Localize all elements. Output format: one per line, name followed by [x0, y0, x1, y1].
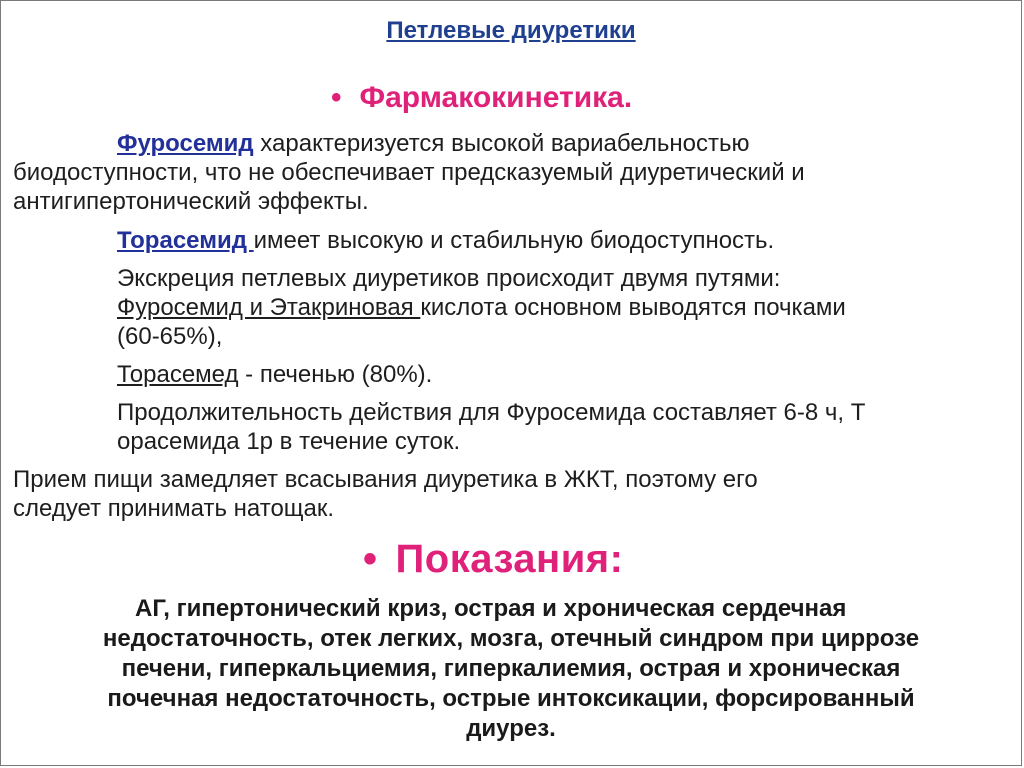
- torasemed-underlined: Торасемед: [117, 361, 239, 388]
- excretion-line-2: [117, 293, 846, 322]
- furosemide-line-1: [117, 129, 749, 158]
- excretion-line-1: Экскреция петлевых диуретиков происходит двумя путями:: [117, 265, 781, 292]
- torasemide-line-text: имеет высокую и стабильную биодоступность.: [253, 227, 775, 254]
- excretion-drugs-underlined: Фуросемид и Этакриновая: [117, 294, 421, 321]
- pharmacokinetics-heading: [331, 81, 632, 115]
- slide-title: Петлевые диуретики: [386, 17, 636, 44]
- liver-excretion-line: [117, 360, 432, 389]
- bullet-icon: •: [363, 537, 378, 581]
- indications-heading: [363, 537, 623, 582]
- indications-heading-text: Показания:: [395, 537, 624, 581]
- indications-line-4: почечная недостаточность, острые интоксикации, форсированный: [107, 685, 915, 712]
- torasemide-line: [117, 226, 774, 255]
- indications-line-1: АГ, гипертонический криз, острая и хроническая сердечная: [135, 595, 847, 622]
- indications-line-5: диурез.: [466, 715, 556, 742]
- bullet-icon: •: [331, 81, 342, 114]
- furosemide-drug-name: Фуросемид: [117, 130, 254, 157]
- excretion-line-3: (60-65%),: [117, 323, 223, 350]
- torasemide-drug-name: Торасемид: [117, 227, 254, 254]
- food-line-1: Прием пищи замедляет всасывания диуретика в ЖКТ, поэтому его: [13, 466, 758, 493]
- indications-line-2: недостаточность, отек легких, мозга, отечный синдром при циррозе: [102, 625, 920, 652]
- furosemide-line-1-text: характеризуется высокой вариабельностью: [253, 130, 750, 157]
- pharmacokinetics-heading-text: Фармакокинетика.: [359, 81, 633, 114]
- food-line-2: следует принимать натощак.: [13, 495, 335, 522]
- duration-line-1: Продолжительность действия для Фуросемида составляет 6-8 ч, Т: [117, 399, 866, 426]
- liver-excretion-text: - печенью (80%).: [238, 361, 433, 388]
- duration-line-2: орасемида 1р в течение суток.: [117, 428, 461, 455]
- furosemide-line-3: антигипертонический эффекты.: [13, 188, 369, 215]
- indications-line-3: печени, гиперкальциемия, гиперкалиемия, острая и хроническая: [121, 655, 901, 682]
- excretion-line-2-text: кислота основном выводятся почками: [420, 294, 846, 321]
- furosemide-line-2: биодоступности, что не обеспечивает предсказуемый диуретический и: [13, 159, 805, 186]
